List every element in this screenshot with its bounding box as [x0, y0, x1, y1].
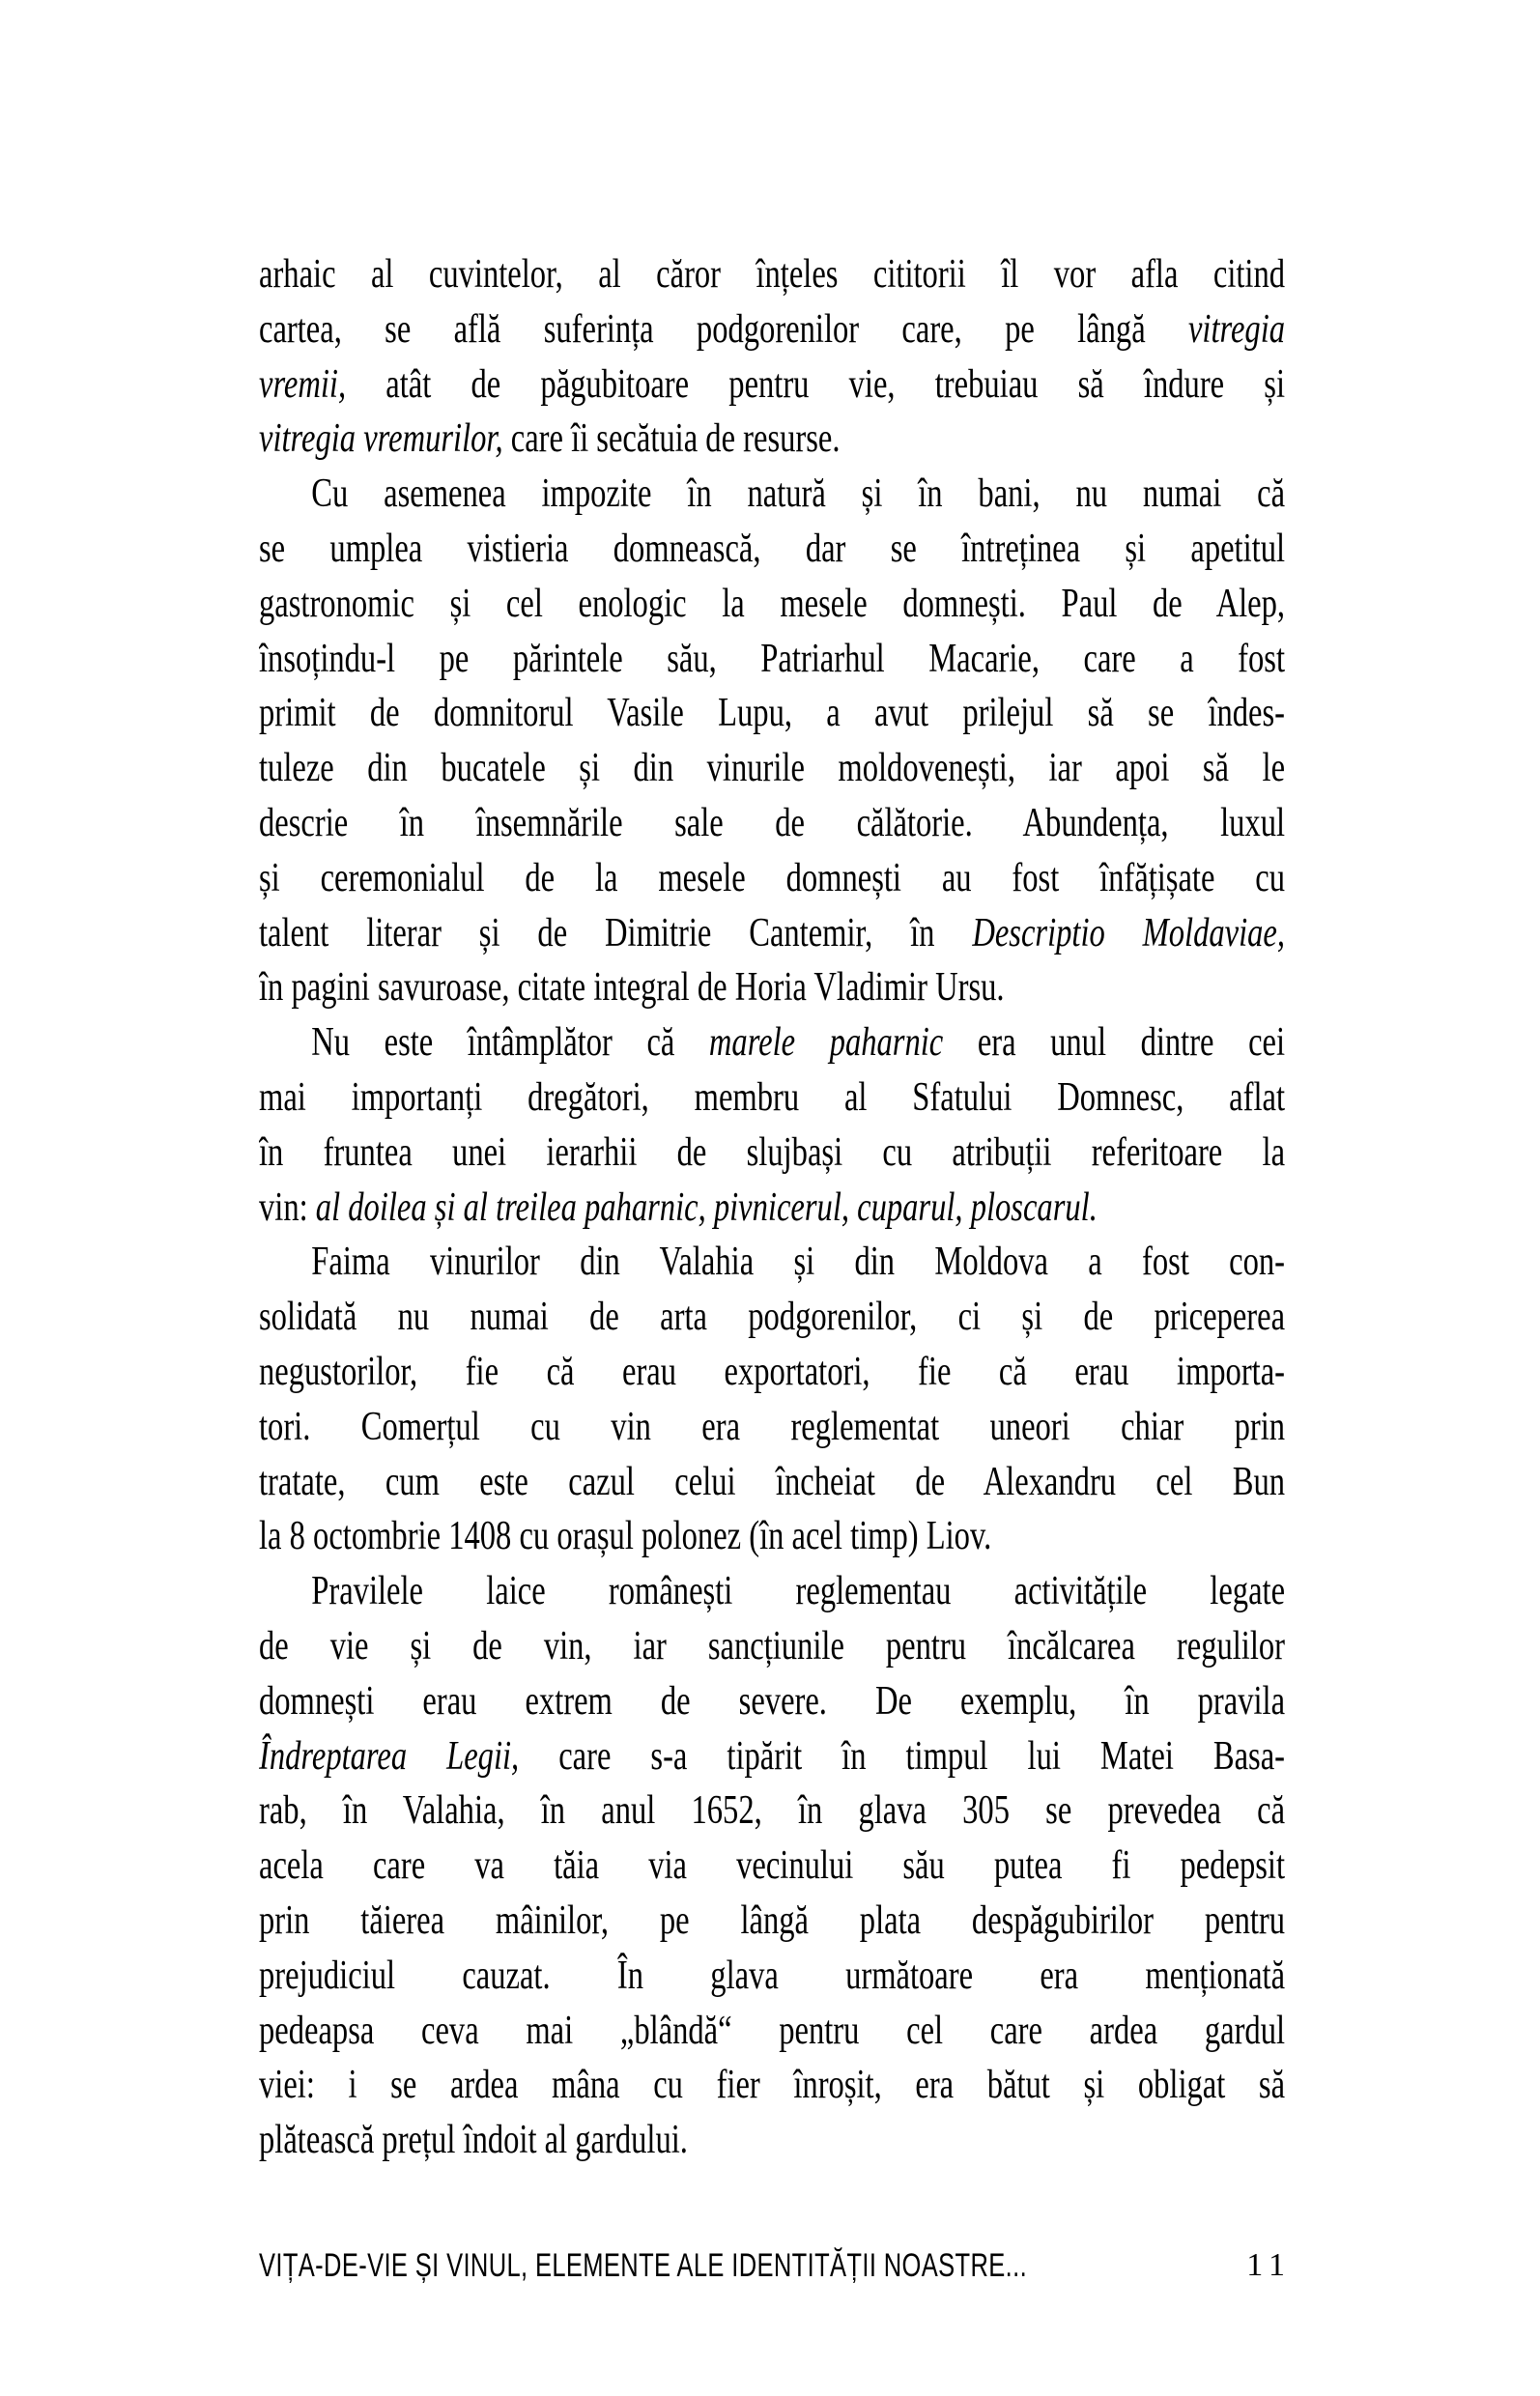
text-line — [259, 357, 1285, 413]
text-run: care îi secătuia de resurse. — [502, 416, 841, 462]
text-line — [259, 412, 1285, 467]
italic-text-run: vitregia vremurilor, — [259, 416, 503, 462]
italic-text-run: marele paharnic — [708, 1020, 944, 1066]
text-run: însoțindu-l pe părintele său, Patriarhul Macarie, care a fost — [259, 636, 1286, 681]
italic-text-run: Descriptio Moldaviae, — [972, 910, 1286, 956]
text-run: Faima vinurilor din Valahia și din Moldova a fost con- — [311, 1240, 1286, 1285]
text-line — [259, 741, 1285, 796]
text-line — [259, 632, 1285, 687]
text-run: mai importanți dregători, membru al Sfatului Domnesc, aflat — [259, 1074, 1286, 1120]
text-run: atât de păgubitoare pentru vie, trebuiau să îndure și — [346, 361, 1286, 407]
text-run: pedeapsa ceva mai „blândă“ pentru cel care ardea gardul — [259, 2008, 1286, 2053]
text-line — [259, 247, 1285, 302]
text-run: arhaic al cuvintelor, al căror înțeles cititorii îl vor afla citind — [259, 252, 1286, 297]
text-line — [259, 1126, 1285, 1181]
text-line — [259, 960, 1285, 1015]
text-run: viei: i se ardea mâna cu fier înroșit, era bătut și obligat să — [259, 2063, 1286, 2108]
text-line — [259, 1290, 1285, 1345]
text-run: care s-a tipărit în timpul lui Matei Basa- — [519, 1733, 1286, 1779]
paragraph — [259, 1015, 1285, 1235]
italic-text-run: Îndreptarea Legii, — [259, 1733, 520, 1779]
text-line — [259, 1345, 1285, 1400]
text-run: se umplea vistieria domnească, dar se întreținea și apetitul — [259, 526, 1286, 571]
text-run: de vie și de vin, iar sancțiunile pentru încălcarea regulilor — [259, 1623, 1286, 1669]
text-run: în pagini savuroase, citate integral de Horia Vladimir Ursu. — [259, 965, 1005, 1011]
text-line — [259, 1455, 1285, 1510]
text-run: Pravilele laice românești reglementau activitățile legate — [311, 1569, 1286, 1614]
text-line — [259, 851, 1285, 906]
text-run: cartea, se află suferința podgorenilor care, pe lângă — [259, 306, 1188, 352]
text-run: tori. Comerțul cu vin era reglementat uneori chiar prin — [259, 1404, 1286, 1449]
text-line — [259, 1674, 1285, 1729]
text-run: la 8 octombrie 1408 cu orașul polonez (în acel timp) Liov. — [259, 1514, 992, 1559]
text-line — [259, 1839, 1285, 1894]
text-run: vin: — [259, 1184, 316, 1230]
text-run: prin tăierea mâinilor, pe lângă plata despăgubirilor pentru — [259, 1897, 1286, 1943]
text-line — [259, 302, 1285, 357]
text-line — [259, 1729, 1285, 1784]
text-line — [259, 522, 1285, 577]
text-run: tratate, cum este cazul celui încheiat de Alexandru cel Bun — [259, 1459, 1286, 1504]
paragraph — [259, 1235, 1285, 1564]
text-line — [259, 686, 1285, 741]
running-title: VIȚA-DE-VIE ȘI VINUL, ELEMENTE ALE IDENTITĂȚII NOASTRE... — [259, 2247, 1028, 2284]
text-run: domnești erau extrem de severe. De exemplu, în pravila — [259, 1678, 1286, 1724]
body-text — [259, 247, 1285, 2168]
italic-text-run: vitregia — [1187, 306, 1286, 352]
text-line — [259, 906, 1285, 961]
text-run: acela care va tăia via vecinului său putea fi pedepsit — [259, 1843, 1286, 1889]
paragraph — [259, 467, 1285, 1015]
text-run: primit de domnitorul Vasile Lupu, a avut prilejul să se îndes- — [259, 691, 1286, 736]
paragraph — [259, 247, 1285, 467]
text-line — [259, 1509, 1285, 1564]
page-footer — [259, 2247, 1292, 2292]
text-run: tuleze din bucatele și din vinurile moldovenești, iar apoi să le — [259, 746, 1286, 791]
text-line — [259, 1783, 1285, 1839]
text-run: rab, în Valahia, în anul 1652, în glava 305 se prevedea că — [259, 1788, 1286, 1834]
paragraph — [259, 1564, 1285, 2168]
text-run: gastronomic și cel enologic la mesele domnești. Paul de Alep, — [259, 581, 1286, 626]
text-line — [259, 577, 1285, 632]
text-line — [259, 1894, 1285, 1949]
text-run: negustorilor, fie că erau exportatori, fie că erau importa- — [259, 1349, 1286, 1394]
text-run: era unul dintre cei — [943, 1020, 1286, 1066]
text-line — [259, 1400, 1285, 1455]
text-run: Nu este întâmplător că — [311, 1020, 709, 1066]
text-line — [259, 467, 1285, 522]
italic-text-run: vremii, — [259, 361, 347, 407]
text-line — [259, 2058, 1285, 2113]
text-line — [259, 1619, 1285, 1674]
text-run: prejudiciul cauzat. În glava următoare era menționată — [259, 1953, 1286, 1998]
italic-text-run: al doilea și al treilea paharnic, pivnicerul, cuparul, ploscarul. — [315, 1184, 1098, 1230]
text-run: descrie în însemnările sale de călătorie. Abundența, luxul — [259, 800, 1286, 845]
page-number: 11 — [1246, 2247, 1292, 2283]
text-run: solidată nu numai de arta podgorenilor, ci și de priceperea — [259, 1295, 1286, 1340]
text-line — [259, 2004, 1285, 2059]
text-line — [259, 1181, 1285, 1236]
text-line — [259, 796, 1285, 851]
text-line — [259, 1070, 1285, 1126]
text-run: și ceremonialul de la mesele domnești au fost înfățișate cu — [259, 855, 1286, 900]
text-line — [259, 1235, 1285, 1290]
text-line — [259, 1015, 1285, 1070]
text-run: plătească prețul îndoit al gardului. — [259, 2118, 688, 2163]
text-run: Cu asemenea impozite în natură și în bani, nu numai că — [311, 471, 1286, 517]
text-run: în fruntea unei ierarhii de slujbași cu atribuții referitoare la — [259, 1129, 1286, 1175]
text-line — [259, 2113, 1285, 2168]
text-line — [259, 1949, 1285, 2004]
text-line — [259, 1564, 1285, 1619]
text-run: talent literar și de Dimitrie Cantemir, în — [259, 910, 973, 956]
